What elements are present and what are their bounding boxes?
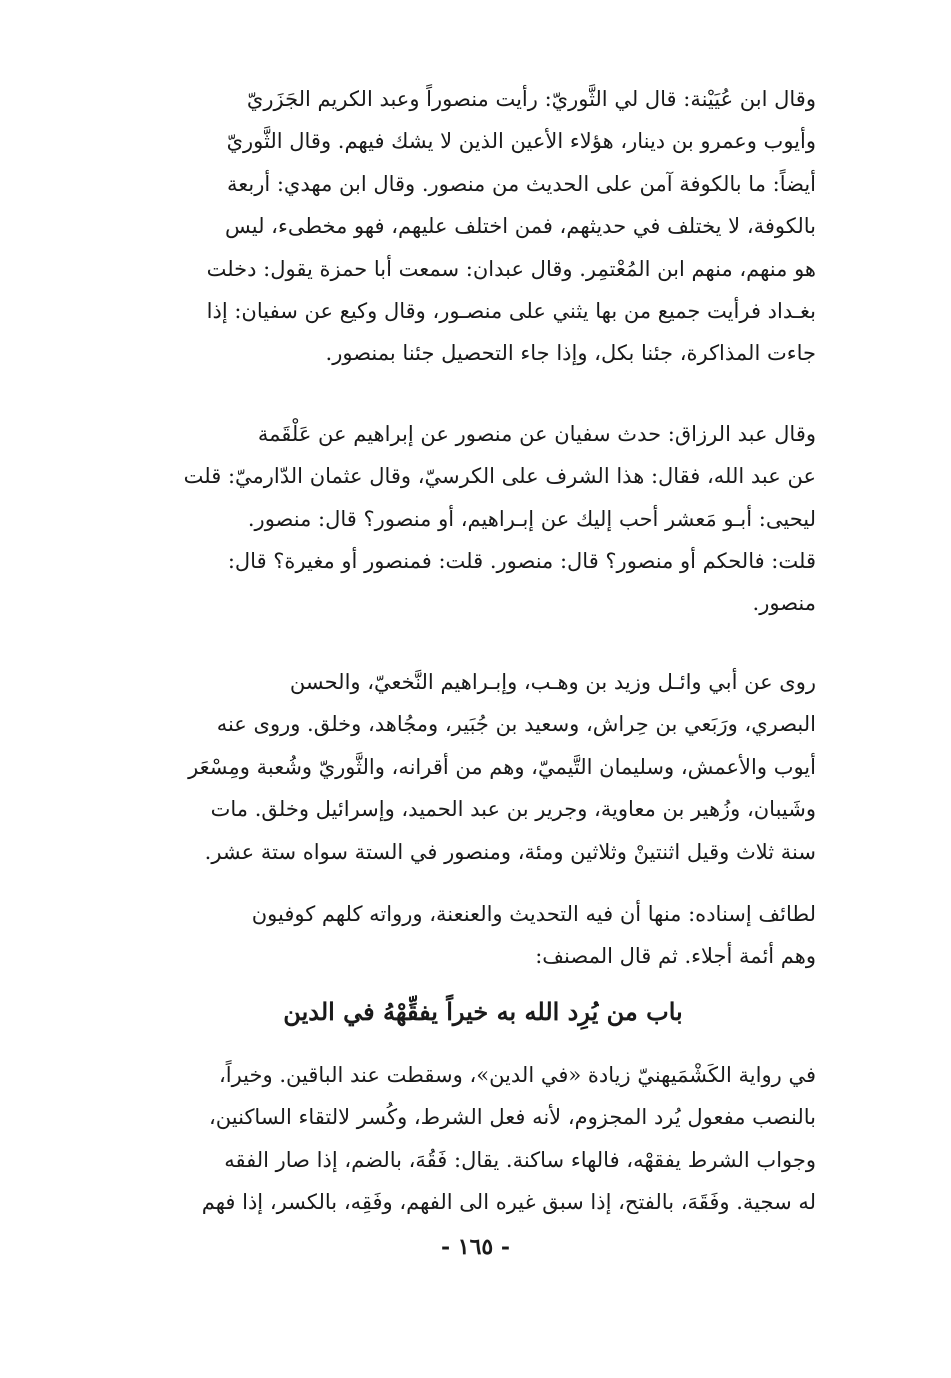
paragraph-isnad — [150, 893, 816, 978]
text-line: بالكوفة، لا يختلف في حديثهم، فمن اختلف عليهم، فهو مخطىء، ليس — [224, 214, 816, 239]
text-line: البصري، ورَبَعي بن حِراش، وسعيد بن جُبَير، ومجُاهد، وخلق. وروى عنه — [216, 712, 816, 737]
text-line: وقال ابن عُيَيْنة: قال لي الثَّوريّ: رأيت منصوراً وعبد الكريم الجَزَريّ — [246, 87, 816, 111]
text-line: وجواب الشرط يفقهْه، فالهاء ساكنة. يقال: فَقُهَ، بالضم، إذا صار الفقه — [224, 1147, 816, 1172]
page-number: - ١٦٥ - — [440, 1234, 511, 1260]
text-line: بغـداد فرأيت جميع من بها يثني على منصـور، وقال وكيع عن سفيان: إذا — [206, 299, 816, 324]
text-line: سنة ثلاث وقيل اثنتينْ وثلاثين ومئة، ومنصور في الستة سواه ستة عشر. — [204, 839, 816, 864]
text-line: هو منهم، منهم ابن المُعْتمِر. وقال عبدان: سمعت أبا حمزة يقول: دخلت — [206, 256, 816, 281]
text-line: له سجية. وفَقَهَ، بالفتح، إذا سبق غيره الى الفهم، وفَقِه، بالكسر، إذا فهم — [201, 1189, 816, 1214]
paragraph-narrators — [150, 661, 816, 873]
text-line: روى عن أبي وائـل وزيد بن وهـب، وإبـراهيم النَّخعيّ، والحسن — [289, 669, 816, 694]
text-line: أيضاً: ما بالكوفة آمن على الحديث من منصور. وقال ابن مهدي: أربعة — [226, 171, 816, 196]
page-body — [150, 78, 816, 1223]
text-line: أيوب والأعمش، وسليمان التَّيميّ، وهم من أقرانه، والثَّوريّ وشُعبة ومِسْعَر — [188, 754, 816, 779]
text-line: جاءت المذاكرة، جئنا بكل، وإذا جاء التحصيل جئنا بمنصور. — [325, 341, 816, 366]
text-line: وشَيبان، وزُهير بن معاوية، وجرير بن عبد الحميد، وإسرائيل وخلق. مات — [210, 797, 816, 822]
paragraph-abd-al-razzaq — [150, 413, 816, 625]
text-line: بالنصب مفعول يُرد المجزوم، لأنه فعل الشرط، وكُسر لالتقاء الساكنين، — [209, 1105, 816, 1130]
text-line: وقال عبد الرزاق: حدث سفيان عن منصور عن إبراهيم عن عَلْقَمة — [257, 421, 816, 446]
chapter-heading: باب من يُرِد الله به خيراً يفقِّهْهُ في الدين — [283, 996, 683, 1026]
text-line: قلت: فالحكم أو منصور؟ قال: منصور. قلت: فمنصور أو مغيرة؟ قال: — [227, 549, 816, 574]
text-line: لطائف إسناده: منها أن فيه التحديث والعنعنة، ورواته كلهم كوفيون — [251, 901, 816, 926]
text-line: ليحيى: أبـو مَعشر أحب إليك عن إبـراهيم، أو منصور؟ قال: منصور. — [247, 506, 816, 531]
paragraph-ibn-uyayna — [150, 78, 816, 375]
text-line: عن عبد الله، فقال: هذا الشرف على الكرسيّ، وقال عثمان الدّارميّ: قلت — [183, 464, 816, 489]
text-line: وهم أئمة أجلاء. ثم قال المصنف: — [535, 944, 816, 969]
text-line: وأيوب وعمرو بن دينار، هؤلاء الأعين الذين لا يشك فيهم. وقال الثَّوريّ — [226, 129, 816, 154]
text-line: في رواية الكَشْمَيهنيّ زيادة «في الدين»، وسقطت عند الباقين. وخيراً، — [218, 1062, 816, 1087]
text-line: منصور. — [752, 591, 816, 616]
paragraph-kashmihani — [150, 1054, 816, 1224]
